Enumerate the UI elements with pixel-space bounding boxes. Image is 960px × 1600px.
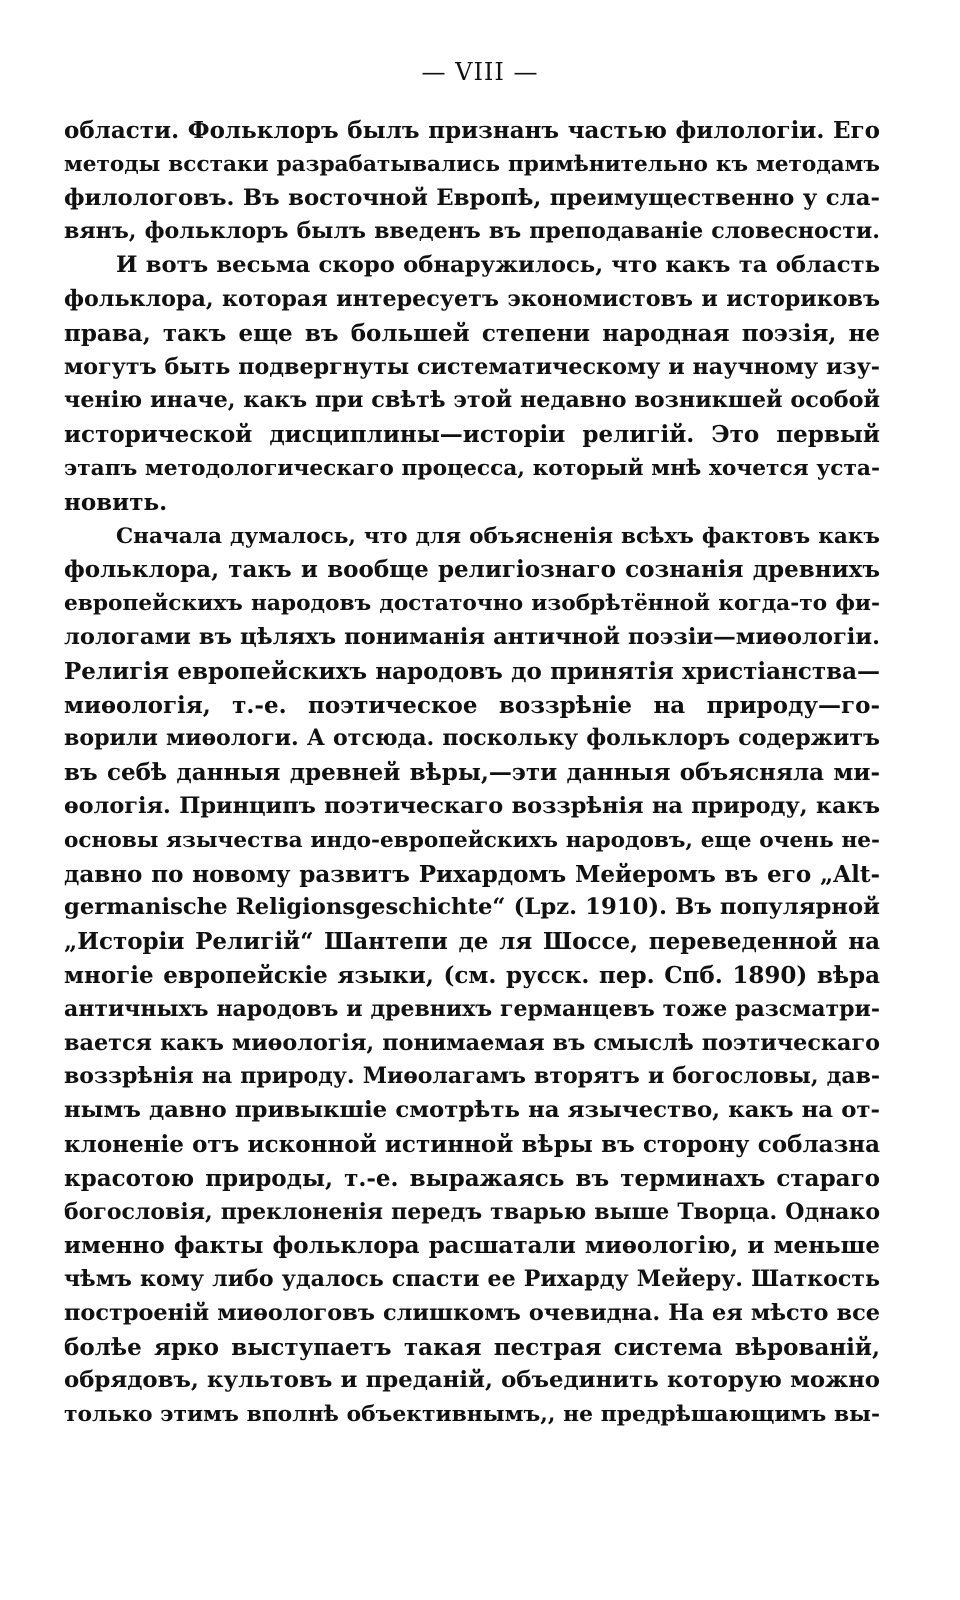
text-line: могутъ быть подвергнуты систематическому и научному изу- xyxy=(64,353,880,380)
text-line: именно факты фольклора расшатали миѳологію, и меньше xyxy=(64,1232,880,1260)
text-line: фольклора, которая интересуетъ экономистовъ и историковъ xyxy=(64,285,880,312)
text-line: фольклора, такъ и вообще религіознаго сознанія древнихъ xyxy=(64,556,880,584)
text-line: въ себѣ данныя древней вѣры,—эти данныя объясняла ми- xyxy=(64,759,880,787)
text-line: Религія европейскихъ народовъ до принятія христіанства— xyxy=(64,657,880,685)
text-line: И вотъ весьма скоро обнаружилось, что какъ та область xyxy=(116,252,880,279)
text-line: клоненіе отъ исконной истинной вѣры въ сторону соблазна xyxy=(64,1130,880,1158)
text-line: новить. xyxy=(64,488,168,516)
text-line: красотою природы, т.-е. выражаясь въ терминахъ стараго xyxy=(64,1164,880,1192)
text-line: области. Фольклоръ былъ признанъ частью филологіи. Его xyxy=(64,117,880,144)
text-line: богословія, преклоненія передъ тварью выше Творца. Однако xyxy=(64,1198,880,1225)
text-line: права, такъ еще въ большей степени народная поэзія, не xyxy=(64,319,880,347)
text-line: „Исторіи Религій“ Шантепи де ля Шоссе, переведенной на xyxy=(64,928,880,956)
text-line: нымъ давно привыкшіе смотрѣть на язычество, какъ на от- xyxy=(64,1097,880,1124)
text-line: филологовъ. Въ восточной Европѣ, преимущественно у сла- xyxy=(64,184,880,211)
text-line: вянъ, фольклоръ былъ введенъ въ преподаваніе словесности. xyxy=(64,218,880,245)
text-line: античныхъ народовъ и древнихъ германцевъ тоже разсматри- xyxy=(64,995,880,1022)
text-line: методы всстаки разрабатывались примѣнительно къ методамъ xyxy=(64,151,880,177)
text-line: ченію иначе, какъ при свѣтѣ этой недавно возникшей особой xyxy=(64,387,880,414)
page-number-header: — VIII — xyxy=(421,58,539,86)
text-line: лологами въ цѣляхъ пониманія античной поэзіи—миѳологіи. xyxy=(64,623,880,650)
text-line: чѣмъ кому либо удалось спасти ее Рихарду Мейеру. Шаткость xyxy=(64,1266,880,1293)
text-line: миѳологія, т.-е. поэтическое воззрѣніе на природу—го- xyxy=(64,691,880,719)
text-line: построеній миѳологовъ слишкомъ очевидна. На ея мѣсто все xyxy=(64,1299,880,1326)
text-line: germanische Religionsgeschichte“ (Lpz. 1910). Въ популярной xyxy=(64,894,880,921)
text-line: воззрѣнія на природу. Миѳолагамъ вторятъ и богословы, дав- xyxy=(64,1063,880,1090)
text-line: основы язычества индо-европейскихъ народовъ, еще очень не- xyxy=(64,827,880,853)
text-line: обрядовъ, культовъ и преданій, объединить которую можно xyxy=(64,1367,880,1394)
text-line: ѳологія. Принципъ поэтическаго воззрѣнія на природу, какъ xyxy=(64,792,880,819)
text-line: давно по новому развитъ Рихардомъ Мейеромъ въ его „Alt- xyxy=(64,860,880,888)
text-line: многіе европейскіе языки, (см. русск. пер. Спб. 1890) вѣра xyxy=(64,961,880,989)
body-text xyxy=(64,114,880,1432)
text-line: Сначала думалось, что для объясненія всѣхъ фактовъ какъ xyxy=(116,523,880,549)
text-line: ворили миѳологи. А отсюда. поскольку фольклоръ содержитъ xyxy=(64,725,880,752)
text-line: исторической дисциплины—исторіи религій. Это первый xyxy=(64,421,880,449)
text-line: болѣе ярко выступаетъ такая пестрая система вѣрованій, xyxy=(64,1333,880,1361)
text-line: только этимъ вполнѣ объективнымъ,, не предрѣшающимъ вы- xyxy=(64,1402,880,1428)
text-line: европейскихъ народовъ достаточно изобрѣтённой когда-то фи- xyxy=(64,591,880,617)
text-line: этапъ методологическаго процесса, который мнѣ хочется уста- xyxy=(64,455,880,481)
text-line: вается какъ миѳологія, понимаемая въ смыслѣ поэтическаго xyxy=(64,1029,880,1056)
